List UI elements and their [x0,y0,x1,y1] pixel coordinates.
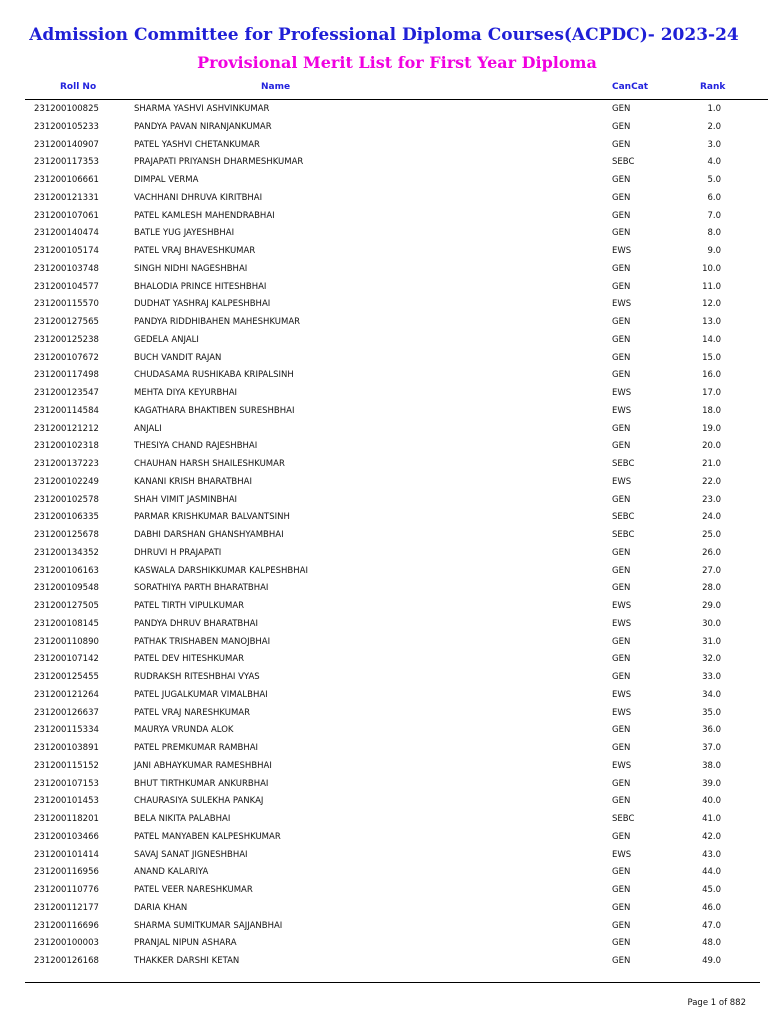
roll-no-cell: 231200121212 [34,423,99,434]
name-cell: SINGH NIDHI NAGESHBHAI [134,263,248,274]
roll-no-cell: 231200108145 [34,618,99,629]
name-cell: MEHTA DIYA KEYURBHAI [134,388,238,398]
rank-cell: 43.0 [702,849,721,860]
table-row [0,917,768,935]
table-row [0,775,768,793]
category-cell: SEBC [612,459,635,469]
rank-cell: 25.0 [702,530,721,540]
roll-no-cell: 231200123547 [34,388,99,398]
rank-cell: 27.0 [702,565,721,576]
table-row [0,100,768,118]
category-cell: GEN [612,210,631,221]
category-cell: GEN [612,352,631,363]
table-row [0,899,768,917]
rank-cell: 5.0 [707,175,721,185]
category-cell: EWS [612,849,632,860]
rank-cell: 29.0 [702,601,721,611]
name-cell: PATEL DEV HITESHKUMAR [134,654,245,665]
category-cell: EWS [612,707,632,718]
roll-no-cell: 231200104577 [34,281,99,292]
category-cell: EWS [612,299,632,310]
rank-cell: 23.0 [702,494,721,505]
table-row [0,810,768,828]
category-cell: GEN [612,547,631,558]
name-cell: THESIYA CHAND RAJESHBHAI [134,441,258,452]
category-cell: GEN [612,725,631,736]
roll-no-cell: 231200126637 [34,707,99,718]
category-cell: GEN [612,743,631,753]
category-cell: GEN [612,956,631,966]
category-cell: SEBC [612,814,635,824]
name-cell: PATEL YASHVI CHETANKUMAR [134,139,260,150]
table-row [0,295,768,313]
name-cell: PATEL MANYABEN KALPESHKUMAR [134,831,281,842]
table-row [0,437,768,455]
roll-no-cell: 231200106661 [34,175,99,185]
roll-no-cell: 231200105233 [34,121,99,132]
roll-no-cell: 231200125678 [34,530,99,540]
category-cell: GEN [612,920,631,931]
roll-no-cell: 231200103748 [34,263,99,274]
category-cell: GEN [612,104,631,114]
rank-cell: 16.0 [702,370,721,381]
rank-cell: 13.0 [702,317,721,327]
table-row [0,650,768,668]
category-cell: GEN [612,778,631,789]
name-cell: VACHHANI DHRUVA KIRITBHAI [134,192,263,203]
table-row [0,704,768,722]
table-row [0,402,768,420]
roll-no-cell: 231200140907 [34,139,99,150]
rank-cell: 3.0 [707,139,721,150]
category-cell: EWS [612,760,632,771]
table-row [0,349,768,367]
name-cell: PANDYA RIDDHIBAHEN MAHESHKUMAR [134,317,301,327]
table-row [0,863,768,881]
category-cell: EWS [612,246,632,256]
table-row [0,331,768,349]
category-cell: GEN [612,228,631,239]
roll-no-cell: 231200107061 [34,210,99,221]
rank-cell: 8.0 [707,228,721,239]
name-cell: KASWALA DARSHIKKUMAR KALPESHBHAI [134,565,308,576]
roll-no-cell: 231200121331 [34,192,99,203]
name-cell: BHALODIA PRINCE HITESHBHAI [134,281,267,292]
rank-cell: 32.0 [702,654,721,665]
roll-no-cell: 231200100003 [34,938,99,949]
roll-no-cell: 231200106163 [34,565,99,576]
name-cell: PARMAR KRISHKUMAR BALVANTSINH [134,512,290,523]
name-cell: PATEL JUGALKUMAR VIMALBHAI [134,689,268,700]
table-row [0,597,768,615]
merit-list-table [0,100,768,970]
rank-cell: 48.0 [702,938,721,949]
name-cell: CHUDASAMA RUSHIKABA KRIPALSINH [134,370,294,381]
column-header-roll-no: Roll No [60,82,97,92]
roll-no-cell: 231200118201 [34,814,99,824]
roll-no-cell: 231200103466 [34,831,99,842]
roll-no-cell: 231200116956 [34,867,99,878]
roll-no-cell: 231200109548 [34,583,99,594]
rank-cell: 41.0 [702,814,721,824]
category-cell: GEN [612,885,631,895]
rank-cell: 6.0 [707,192,721,203]
table-row [0,846,768,864]
rank-cell: 44.0 [702,867,721,878]
table-row [0,668,768,686]
column-header-rank: Rank [700,82,726,92]
name-cell: DUDHAT YASHRAJ KALPESHBHAI [134,299,271,310]
category-cell: SEBC [612,512,635,523]
page-number: Page 1 of 882 [687,998,746,1008]
table-row [0,207,768,225]
roll-no-cell: 231200117353 [34,157,99,168]
roll-no-cell: 231200127565 [34,317,99,327]
rank-cell: 4.0 [707,157,721,168]
rank-cell: 46.0 [702,902,721,913]
table-row [0,757,768,775]
roll-no-cell: 231200127505 [34,601,99,611]
rank-cell: 49.0 [702,956,721,966]
roll-no-cell: 231200115152 [34,760,99,771]
rank-cell: 19.0 [702,423,721,434]
name-cell: PATEL VRAJ NARESHKUMAR [134,707,250,718]
roll-no-cell: 231200100825 [34,104,99,114]
roll-no-cell: 231200102249 [34,476,99,487]
name-cell: PRAJAPATI PRIYANSH DHARMESHKUMAR [134,157,304,168]
roll-no-cell: 231200105174 [34,246,99,256]
roll-no-cell: 231200107153 [34,778,99,789]
rank-cell: 1.0 [707,104,721,114]
page-title: Admission Committee for Professional Diploma Courses(ACPDC)- 2023-24 [29,25,739,45]
rank-cell: 21.0 [702,459,721,469]
rank-cell: 17.0 [702,388,721,398]
category-cell: EWS [612,405,632,416]
category-cell: GEN [612,494,631,505]
roll-no-cell: 231200121264 [34,689,99,700]
table-row [0,384,768,402]
roll-no-cell: 231200117498 [34,370,99,381]
category-cell: GEN [612,121,631,132]
roll-no-cell: 231200137223 [34,459,99,469]
rank-cell: 2.0 [707,121,721,132]
name-cell: PATEL TIRTH VIPULKUMAR [134,601,245,611]
table-row [0,739,768,757]
table-row [0,721,768,739]
table-row [0,366,768,384]
rank-cell: 9.0 [707,246,721,256]
category-cell: SEBC [612,530,635,540]
category-cell: GEN [612,317,631,327]
roll-no-cell: 231200107672 [34,352,99,363]
name-cell: PRANJAL NIPUN ASHARA [134,938,237,949]
name-cell: PATEL KAMLESH MAHENDRABHAI [134,210,275,221]
rank-cell: 45.0 [702,885,721,895]
table-row [0,544,768,562]
roll-no-cell: 231200116696 [34,920,99,931]
category-cell: GEN [612,334,631,345]
name-cell: ANAND KALARIYA [134,867,209,878]
name-cell: PATHAK TRISHABEN MANOJBHAI [134,636,271,647]
table-row [0,579,768,597]
table-row [0,171,768,189]
column-header-name: Name [261,82,291,92]
rank-cell: 37.0 [702,743,721,753]
category-cell: GEN [612,636,631,647]
table-row [0,420,768,438]
category-cell: GEN [612,263,631,274]
table-row [0,615,768,633]
page-subtitle: Provisional Merit List for First Year Diploma [197,53,597,72]
rank-cell: 24.0 [702,512,721,523]
roll-no-cell: 231200115570 [34,299,99,310]
roll-no-cell: 231200140474 [34,228,99,239]
category-cell: GEN [612,938,631,949]
rank-cell: 47.0 [702,920,721,931]
category-cell: GEN [612,583,631,594]
rank-cell: 30.0 [702,618,721,629]
category-cell: SEBC [612,157,635,168]
table-row [0,491,768,509]
rank-cell: 39.0 [702,778,721,789]
table-row [0,224,768,242]
category-cell: GEN [612,423,631,434]
roll-no-cell: 231200103891 [34,743,99,753]
name-cell: PATEL VEER NARESHKUMAR [134,885,253,895]
name-cell: MAURYA VRUNDA ALOK [134,725,234,736]
name-cell: RUDRAKSH RITESHBHAI VYAS [134,672,260,682]
table-row [0,242,768,260]
category-cell: GEN [612,672,631,682]
roll-no-cell: 231200126168 [34,956,99,966]
category-cell: GEN [612,654,631,665]
rank-cell: 33.0 [702,672,721,682]
roll-no-cell: 231200125238 [34,334,99,345]
category-cell: GEN [612,139,631,150]
category-cell: GEN [612,902,631,913]
category-cell: EWS [612,476,632,487]
roll-no-cell: 231200112177 [34,902,99,913]
name-cell: CHAURASIYA SULEKHA PANKAJ [134,796,264,807]
table-row [0,473,768,491]
table-row [0,189,768,207]
roll-no-cell: 231200101453 [34,796,99,807]
roll-no-cell: 231200102318 [34,441,99,452]
roll-no-cell: 231200114584 [34,405,99,416]
name-cell: SAVAJ SANAT JIGNESHBHAI [134,849,248,860]
category-cell: GEN [612,796,631,807]
table-row [0,136,768,154]
rank-cell: 12.0 [702,299,721,310]
name-cell: BUCH VANDIT RAJAN [134,352,222,363]
roll-no-cell: 231200125455 [34,672,99,682]
rank-cell: 36.0 [702,725,721,736]
roll-no-cell: 231200110890 [34,636,99,647]
name-cell: KAGATHARA BHAKTIBEN SURESHBHAI [134,405,295,416]
table-row [0,455,768,473]
footer-divider [25,982,760,983]
category-cell: EWS [612,388,632,398]
category-cell: EWS [612,618,632,629]
table-row [0,828,768,846]
table-row [0,952,768,970]
rank-cell: 22.0 [702,476,721,487]
table-row [0,278,768,296]
name-cell: DARIA KHAN [134,902,188,913]
category-cell: GEN [612,831,631,842]
rank-cell: 7.0 [707,210,721,221]
rank-cell: 42.0 [702,831,721,842]
table-row [0,508,768,526]
roll-no-cell: 231200115334 [34,725,99,736]
name-cell: DABHI DARSHAN GHANSHYAMBHAI [134,530,284,540]
table-row [0,153,768,171]
rank-cell: 15.0 [702,352,721,363]
table-row [0,526,768,544]
rank-cell: 38.0 [702,760,721,771]
category-cell: GEN [612,441,631,452]
name-cell: ANJALI [134,423,162,434]
rank-cell: 10.0 [702,263,721,274]
name-cell: PANDYA DHRUV BHARATBHAI [134,618,258,629]
rank-cell: 26.0 [702,547,721,558]
name-cell: PANDYA PAVAN NIRANJANKUMAR [134,121,272,132]
roll-no-cell: 231200102578 [34,494,99,505]
category-cell: GEN [612,565,631,576]
category-cell: EWS [612,601,632,611]
name-cell: SHARMA SUMITKUMAR SAJJANBHAI [134,920,283,931]
roll-no-cell: 231200101414 [34,849,99,860]
rank-cell: 18.0 [702,405,721,416]
table-row [0,881,768,899]
name-cell: BATLE YUG JAYESHBHAI [134,228,235,239]
category-cell: GEN [612,281,631,292]
name-cell: BELA NIKITA PALABHAI [134,814,231,824]
category-cell: GEN [612,192,631,203]
name-cell: SHARMA YASHVI ASHVINKUMAR [134,104,270,114]
name-cell: KANANI KRISH BHARATBHAI [134,476,252,487]
name-cell: CHAUHAN HARSH SHAILESHKUMAR [134,459,285,469]
rank-cell: 28.0 [702,583,721,594]
name-cell: THAKKER DARSHI KETAN [134,956,240,966]
name-cell: JANI ABHAYKUMAR RAMESHBHAI [134,760,272,771]
rank-cell: 35.0 [702,707,721,718]
rank-cell: 20.0 [702,441,721,452]
name-cell: SORATHIYA PARTH BHARATBHAI [134,583,269,594]
roll-no-cell: 231200110776 [34,885,99,895]
table-row [0,118,768,136]
name-cell: PATEL PREMKUMAR RAMBHAI [134,743,259,753]
name-cell: DHRUVI H PRAJAPATI [134,547,222,558]
name-cell: BHUT TIRTHKUMAR ANKURBHAI [134,778,269,789]
table-row [0,633,768,651]
rank-cell: 34.0 [702,689,721,700]
name-cell: SHAH VIMIT JASMINBHAI [134,494,238,505]
roll-no-cell: 231200134352 [34,547,99,558]
name-cell: GEDELA ANJALI [134,334,199,345]
rank-cell: 31.0 [702,636,721,647]
roll-no-cell: 231200106335 [34,512,99,523]
rank-cell: 14.0 [702,334,721,345]
rank-cell: 11.0 [702,281,721,292]
column-header-cancat: CanCat [612,82,649,92]
category-cell: GEN [612,175,631,185]
table-row [0,313,768,331]
category-cell: GEN [612,867,631,878]
table-row [0,562,768,580]
category-cell: GEN [612,370,631,381]
table-row [0,686,768,704]
table-row [0,792,768,810]
rank-cell: 40.0 [702,796,721,807]
table-row [0,260,768,278]
category-cell: EWS [612,689,632,700]
roll-no-cell: 231200107142 [34,654,99,665]
table-row [0,934,768,952]
name-cell: PATEL VRAJ BHAVESHKUMAR [134,246,256,256]
name-cell: DIMPAL VERMA [134,175,199,185]
